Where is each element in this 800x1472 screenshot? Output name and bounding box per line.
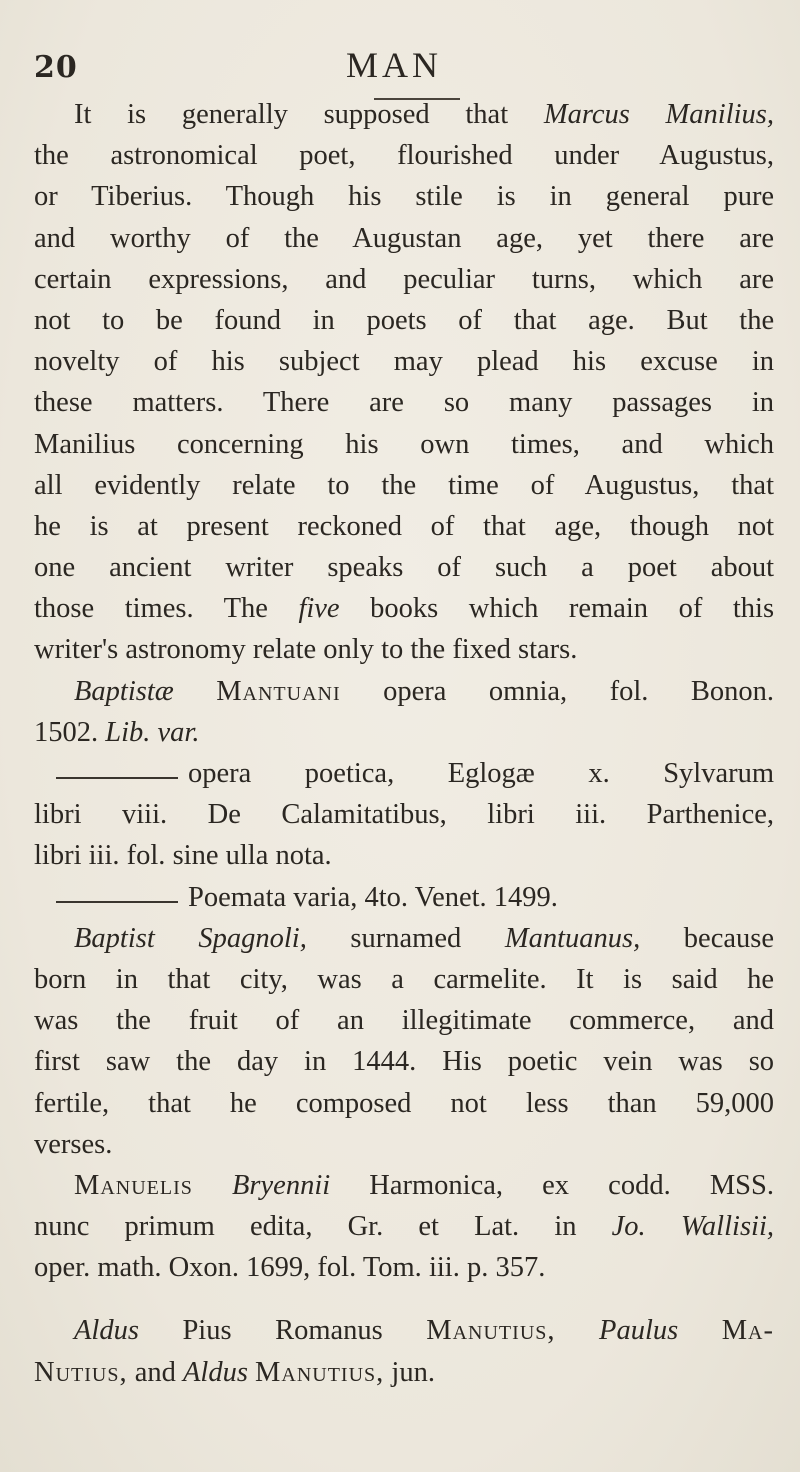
paragraph-gap: [34, 1288, 774, 1310]
ditto-dash: [56, 901, 178, 903]
text-line: Manuelis Bryennii Harmonica, ex codd. MSS.: [74, 1169, 774, 1201]
running-head: MAN: [346, 45, 443, 85]
text-line: the astronomical poet, flourished under Augustus,: [34, 140, 774, 172]
text-line: first saw the day in 1444. His poetic vein was so: [34, 1046, 775, 1078]
text-line: It is generally supposed that Marcus Manilius,: [74, 99, 775, 130]
text-line: Baptistæ Mantuani opera omnia, fol. Bonon.: [74, 675, 774, 707]
text-line: fertile, that he composed not less than 59,000: [34, 1087, 775, 1119]
page-header: [34, 44, 774, 100]
text-line: he is at present reckoned of that age, though not: [34, 510, 775, 542]
text-line: one ancient writer speaks of such a poet about: [34, 552, 775, 584]
text-line: libri iii. fol. sine ulla nota.: [34, 840, 332, 872]
text-line: oper. math. Oxon. 1699, fol. Tom. iii. p. 357.: [34, 1252, 546, 1284]
body-text: [34, 94, 774, 1393]
text-line: writer's astronomy relate only to the fixed stars.: [34, 634, 578, 666]
text-line: not to be found in poets of that age. But the: [34, 304, 775, 336]
text-line: nunc primum edita, Gr. et Lat. in Jo. Wallisii,: [34, 1211, 774, 1243]
text-line: and worthy of the Augustan age, yet there are: [34, 222, 775, 254]
ditto-dash: [56, 777, 178, 779]
text-line: those times. The five books which remain of this: [34, 593, 775, 625]
text-line: Baptist Spagnoli, surnamed Mantuanus, because: [74, 922, 774, 954]
text-line: Poemata varia, 4to. Venet. 1499.: [34, 877, 774, 918]
text-line: libri viii. De Calamitatibus, libri iii. Parthenice,: [34, 799, 775, 831]
text-line: Aldus Pius Romanus Manutius, Paulus Ma-: [74, 1315, 774, 1347]
text-line: or Tiberius. Though his stile is in general pure: [34, 181, 775, 213]
text-line: Manilius concerning his own times, and which: [34, 428, 775, 460]
text-line: verses.: [34, 1128, 113, 1160]
text-line: born in that city, was a carmelite. It is said he: [34, 963, 775, 995]
text-line: these matters. There are so many passages in: [34, 387, 775, 419]
text-line: novelty of his subject may plead his excuse in: [34, 346, 775, 378]
text-line: all evidently relate to the time of Augustus, that: [34, 469, 774, 501]
text-line: 1502. Lib. var.: [34, 716, 200, 748]
text-line: was the fruit of an illegitimate commerce, and: [34, 1005, 775, 1037]
text-line: opera poetica, Eglogæ x. Sylvarum: [34, 753, 774, 794]
text-line: Nutius, and Aldus Manutius, jun.: [34, 1356, 435, 1388]
text-line: certain expressions, and peculiar turns, which are: [34, 263, 775, 295]
page-number: 20: [34, 50, 78, 85]
